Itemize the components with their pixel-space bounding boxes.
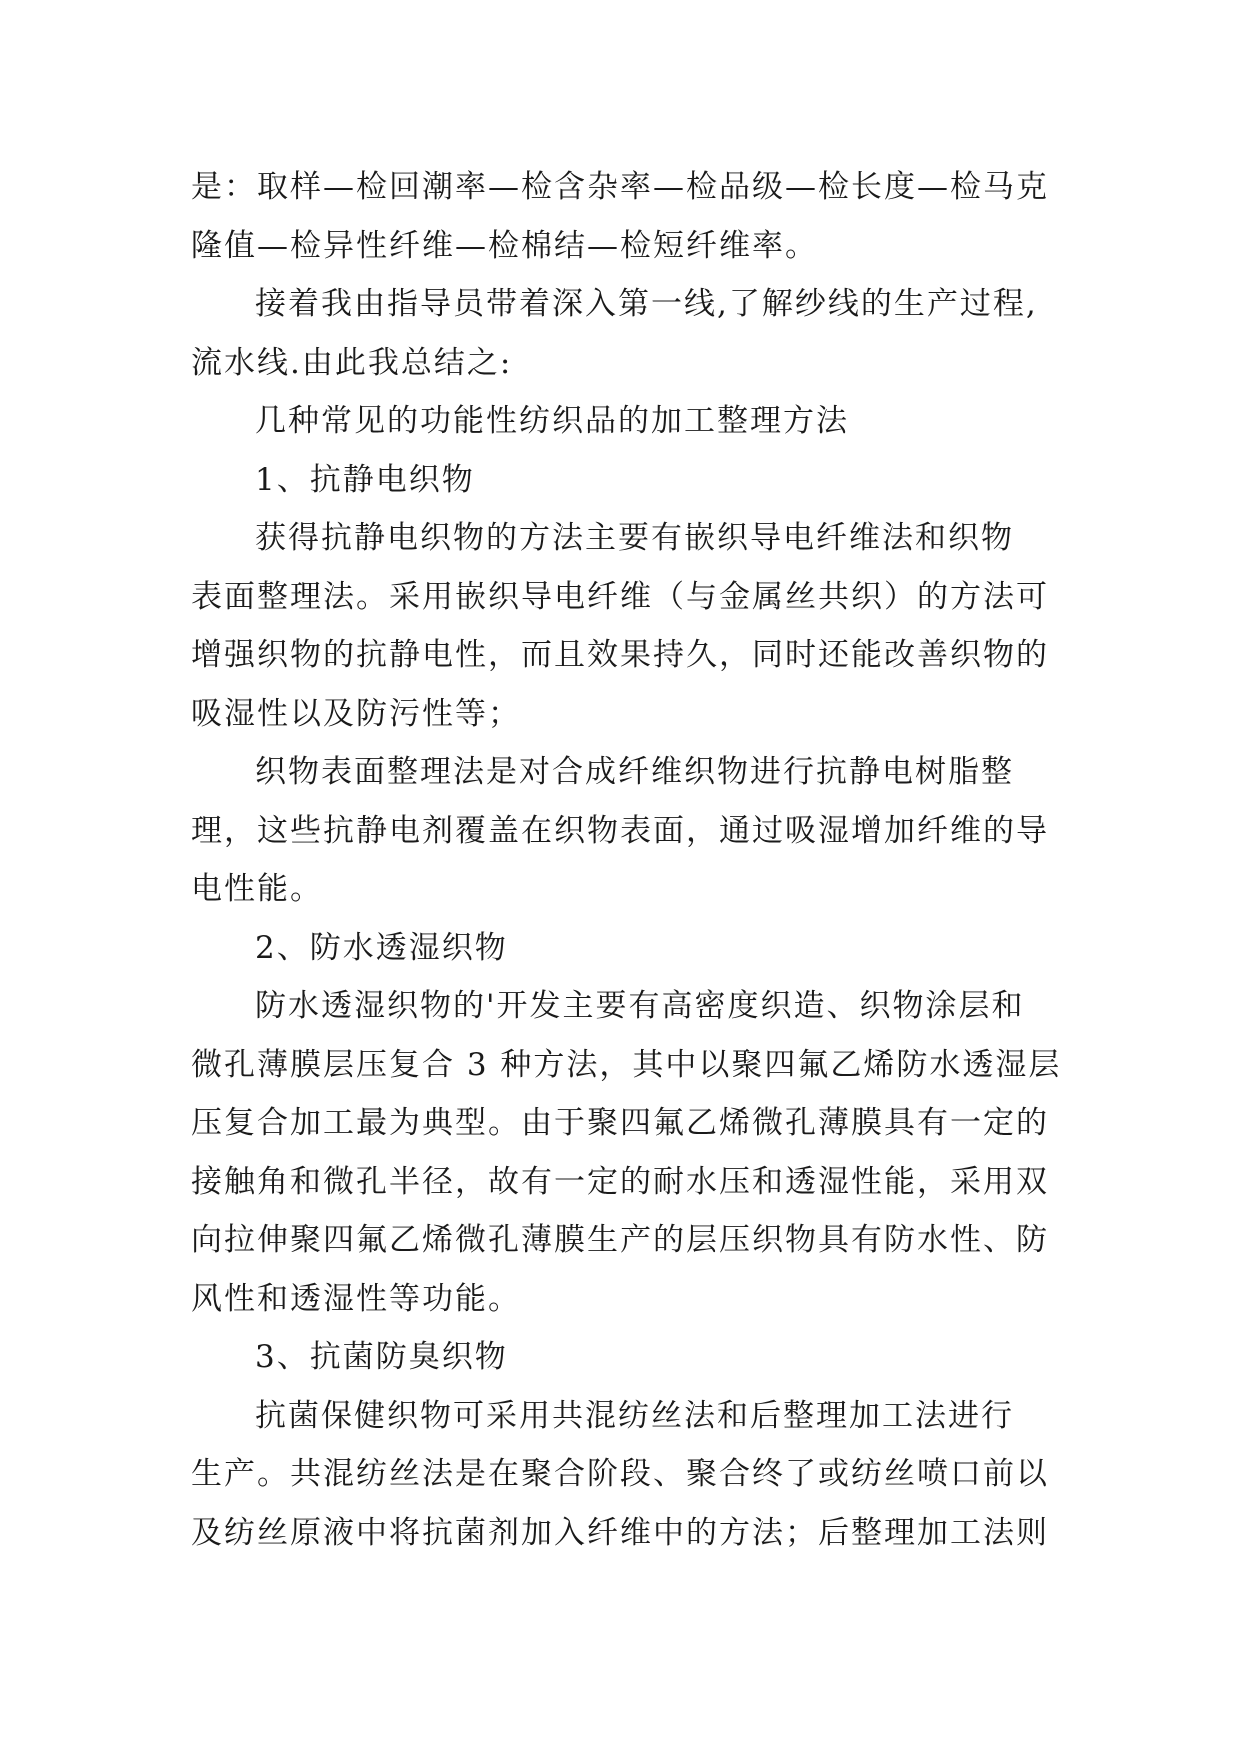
text-line: 及纺丝原液中将抗菌剂加入纤维中的方法；后整理加工法则 [191,1514,1049,1551]
section-heading-waterproof: 2、防水透湿织物 [255,929,508,966]
text-line: 风性和透湿性等功能。 [191,1280,521,1317]
text-line: 电性能。 [191,871,323,907]
text-line: 织物表面整理法是对合成纤维织物进行抗静电树脂整 [255,754,1014,790]
text-line: 隆值—检异性纤维—检棉结—检短纤维率。 [191,227,818,264]
text-line: 吸湿性以及防污性等； [191,695,521,732]
text-line: 接着我由指导员带着深入第一线,了解纱线的生产过程, [255,286,1038,322]
document-body [191,158,1062,1562]
section-heading-antistatic: 1、抗静电织物 [255,461,475,498]
text-line: 防水透湿织物的'开发主要有高密度织造、织物涂层和 [255,988,1025,1024]
text-line: 获得抗静电织物的方法主要有嵌织导电纤维法和织物 [255,520,1014,556]
section-title: 几种常见的功能性纺织品的加工整理方法 [255,403,849,439]
text-line: 表面整理法。采用嵌织导电纤维（与金属丝共织）的方法可 [191,578,1049,615]
text-line: 压复合加工最为典型。由于聚四氟乙烯微孔薄膜具有一定的 [191,1105,1049,1141]
text-line: 理，这些抗静电剂覆盖在织物表面，通过吸湿增加纤维的导 [191,812,1049,849]
text-line: 是：取样—检回潮率—检含杂率—检品级—检长度—检马克 [191,169,1049,205]
text-line: 抗菌保健织物可采用共混纺丝法和后整理加工法进行 [255,1397,1014,1434]
text-line: 增强织物的抗静电性，而且效果持久，同时还能改善织物的 [191,637,1049,673]
section-heading-antibacterial: 3、抗菌防臭织物 [255,1339,508,1375]
text-line: 流水线.由此我总结之: [191,344,513,381]
text-line: 生产。共混纺丝法是在聚合阶段、聚合终了或纺丝喷口前以 [191,1456,1049,1492]
text-line: 向拉伸聚四氟乙烯微孔薄膜生产的层压织物具有防水性、防 [191,1222,1049,1258]
text-line: 接触角和微孔半径，故有一定的耐水压和透湿性能，采用双 [191,1163,1049,1200]
text-line: 微孔薄膜层压复合 3 种方法，其中以聚四氟乙烯防水透湿层 [191,1046,1062,1083]
